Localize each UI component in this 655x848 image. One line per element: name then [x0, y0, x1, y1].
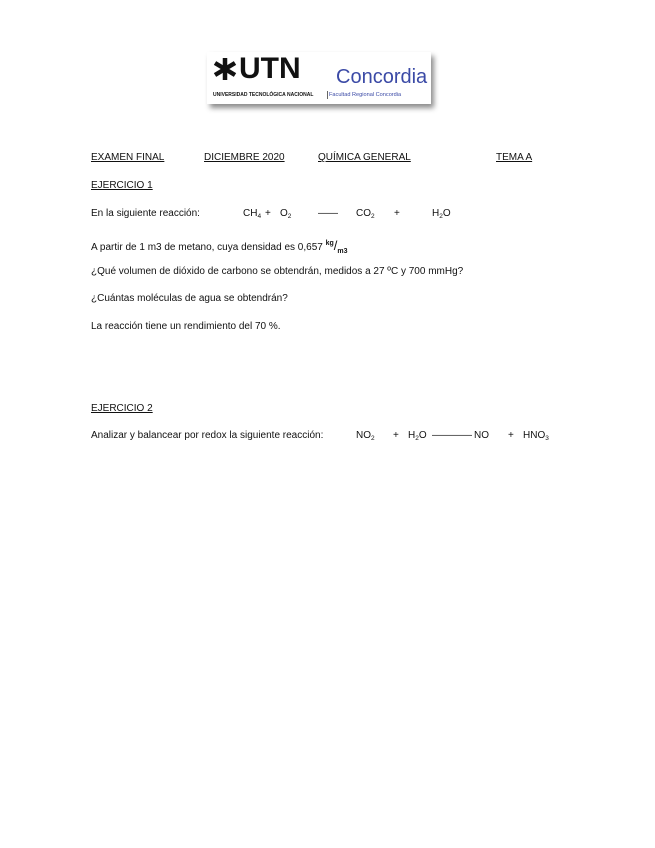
plus-sign: + — [394, 208, 400, 219]
reaction-intro: En la siguiente reacción: — [91, 208, 200, 219]
redox-arrow: ———— — [432, 430, 472, 441]
product-h2o: $H_2O$ — [432, 208, 451, 220]
logo-university-name: UNIVERSIDAD TECNOLÓGICA NACIONAL — [213, 92, 314, 98]
exam-tema: TEMA A — [496, 152, 533, 163]
ejercicio1-title: EJERCICIO 1 — [91, 180, 153, 191]
density-unit-denominator: m3 — [337, 248, 348, 255]
product-no: NO — [474, 430, 489, 441]
density-unit-numerator: kg — [325, 240, 334, 247]
reactant-o2: $O_2$ — [280, 208, 292, 220]
reactant-ch4: $CH_4$ — [243, 208, 262, 220]
utn-logo — [207, 52, 431, 104]
product-co2: $CO_2$ — [356, 208, 375, 220]
ejercicio2-title: EJERCICIO 2 — [91, 403, 153, 414]
logo-separator — [327, 91, 328, 99]
redox-intro: Analizar y balancear por redox la siguiente reacción: — [91, 430, 324, 441]
question-water-molecules: ¿Cuántas moléculas de agua se obtendrán? — [91, 293, 288, 304]
reactant-no2: $NO_2$ — [356, 430, 375, 442]
exam-title: EXAMEN FINAL — [91, 152, 165, 163]
density-unit-slash: / — [333, 238, 338, 253]
plus-sign: + — [393, 430, 399, 441]
logo-utn-text: UTN — [239, 52, 301, 85]
exam-date: DICIEMBRE 2020 — [204, 152, 285, 163]
reaction-arrow: —— — [318, 208, 338, 219]
exam-header — [91, 151, 551, 164]
density-statement: A partir de 1 m3 de metano, cuya densidad es 0,657 $^{kg}/_{m3}$ — [91, 238, 348, 255]
plus-sign: + — [265, 208, 271, 219]
exam-subject: QUÍMICA GENERAL — [318, 152, 411, 163]
product-hno3: $HNO_3$ — [523, 430, 549, 442]
plus-sign: + — [508, 430, 514, 441]
reaction-yield: La reacción tiene un rendimiento del 70 %. — [91, 321, 281, 332]
question-co2-volume: ¿Qué volumen de dióxido de carbono se obtendrán, medidos a 27 ºC y 700 mmHg? — [91, 266, 464, 277]
logo-faculty-name: Facultad Regional Concordia — [329, 92, 402, 98]
reactant-h2o: $H_2O$ — [408, 430, 427, 442]
logo-concordia-text: Concordia — [336, 66, 428, 88]
utn-star-icon — [213, 56, 237, 82]
